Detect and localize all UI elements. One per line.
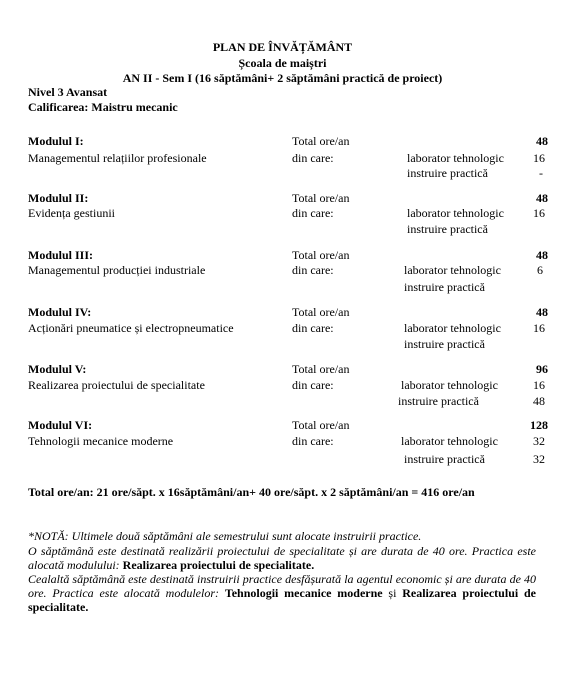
lab-label: laborator tehnologic	[407, 206, 504, 220]
module-total: 128	[530, 418, 548, 432]
total-label: Total ore/an	[292, 418, 350, 432]
year-semester: AN II - Sem I (16 săptămâni+ 2 săptămâni practică de proiect)	[122, 71, 443, 85]
practice-hours: 48	[533, 394, 545, 408]
module-name: Managementul producției industriale	[28, 263, 206, 277]
total-hours-line: Total ore/an: 21 ore/săpt. x 16săptămâni/an+ 40 ore/săpt. x 2 săptămâni/an = 416 ore/an	[28, 485, 475, 499]
note-text-2: O săptămână este destinată realizării proiectului de specialitate și are durata de 40 ore. Practica este alocată modulului:	[28, 544, 536, 572]
total-label: Total ore/an	[292, 134, 350, 148]
module-code: Modulul I:	[28, 134, 84, 148]
module-code: Modulul II:	[28, 191, 89, 205]
module-code: Modulul VI:	[28, 418, 93, 432]
module-total: 48	[536, 191, 548, 205]
module-code: Modulul IV:	[28, 305, 92, 319]
practice-label: instruire practică	[398, 394, 479, 408]
lab-label: laborator tehnologic	[401, 434, 498, 448]
lab-hours: 16	[533, 206, 545, 220]
practice-label: instruire practică	[404, 280, 485, 294]
of-which-label: din care:	[292, 321, 334, 335]
of-which-label: din care:	[292, 151, 334, 165]
module-name: Acționări pneumatice și electropneumatice	[28, 321, 234, 335]
note-text-3: Cealaltă săptămână este destinată instruirii practice desfășurată la agentul economic și are durata de 40 ore. Practica este alocată modulelor:	[28, 572, 536, 600]
of-which-label: din care:	[292, 206, 334, 220]
module-name: Managementul relațiilor profesionale	[28, 151, 207, 165]
total-label: Total ore/an	[292, 305, 350, 319]
module-code: Modulul V:	[28, 362, 87, 376]
note-paragraph-2	[28, 544, 536, 572]
practice-hours: 32	[533, 452, 545, 466]
practice-hours: -	[539, 166, 543, 180]
total-label: Total ore/an	[292, 362, 350, 376]
practice-label: instruire practică	[407, 222, 488, 236]
note-paragraph-3	[28, 572, 536, 614]
document-title: PLAN DE ÎNVĂȚĂMÂNT	[212, 40, 353, 54]
note-text-1: Ultimele două săptămâni ale semestrului sunt alocate instruirii practice.	[71, 529, 422, 543]
lab-hours: 6	[537, 263, 543, 277]
note-lead: *NOTĂ:	[28, 529, 72, 543]
module-name: Tehnologii mecanice moderne	[28, 434, 174, 448]
module-total: 48	[536, 305, 548, 319]
note-bold-2: Realizarea proiectului de specialitate.	[122, 558, 315, 572]
practice-label: instruire practică	[407, 166, 488, 180]
note-bold-3a: Tehnologii mecanice moderne	[224, 586, 383, 600]
module-code: Modulul III:	[28, 248, 94, 262]
lab-label: laborator tehnologic	[407, 151, 504, 165]
practice-label: instruire practică	[404, 337, 485, 351]
lab-hours: 16	[533, 321, 545, 335]
module-total: 48	[536, 134, 548, 148]
of-which-label: din care:	[292, 434, 334, 448]
note-bold-3b: Realizarea proiectului de specialitate.	[28, 586, 536, 614]
module-total: 96	[536, 362, 548, 376]
module-name: Realizarea proiectului de specialitate	[28, 378, 205, 392]
lab-label: laborator tehnologic	[404, 263, 501, 277]
lab-hours: 16	[533, 151, 545, 165]
of-which-label: din care:	[292, 378, 334, 392]
module-total: 48	[536, 248, 548, 262]
total-label: Total ore/an	[292, 191, 350, 205]
qualification: Calificarea: Maistru mecanic	[28, 100, 178, 114]
note-line-1	[28, 529, 536, 543]
lab-hours: 16	[533, 378, 545, 392]
note-conj: și	[382, 586, 403, 600]
level: Nivel 3 Avansat	[28, 85, 108, 99]
lab-label: laborator tehnologic	[401, 378, 498, 392]
total-label: Total ore/an	[292, 248, 350, 262]
of-which-label: din care:	[292, 263, 334, 277]
school-name: Școala de maiștri	[238, 56, 327, 70]
practice-label: instruire practică	[404, 452, 485, 466]
lab-label: laborator tehnologic	[404, 321, 501, 335]
module-name: Evidența gestiunii	[28, 206, 115, 220]
lab-hours: 32	[533, 434, 545, 448]
